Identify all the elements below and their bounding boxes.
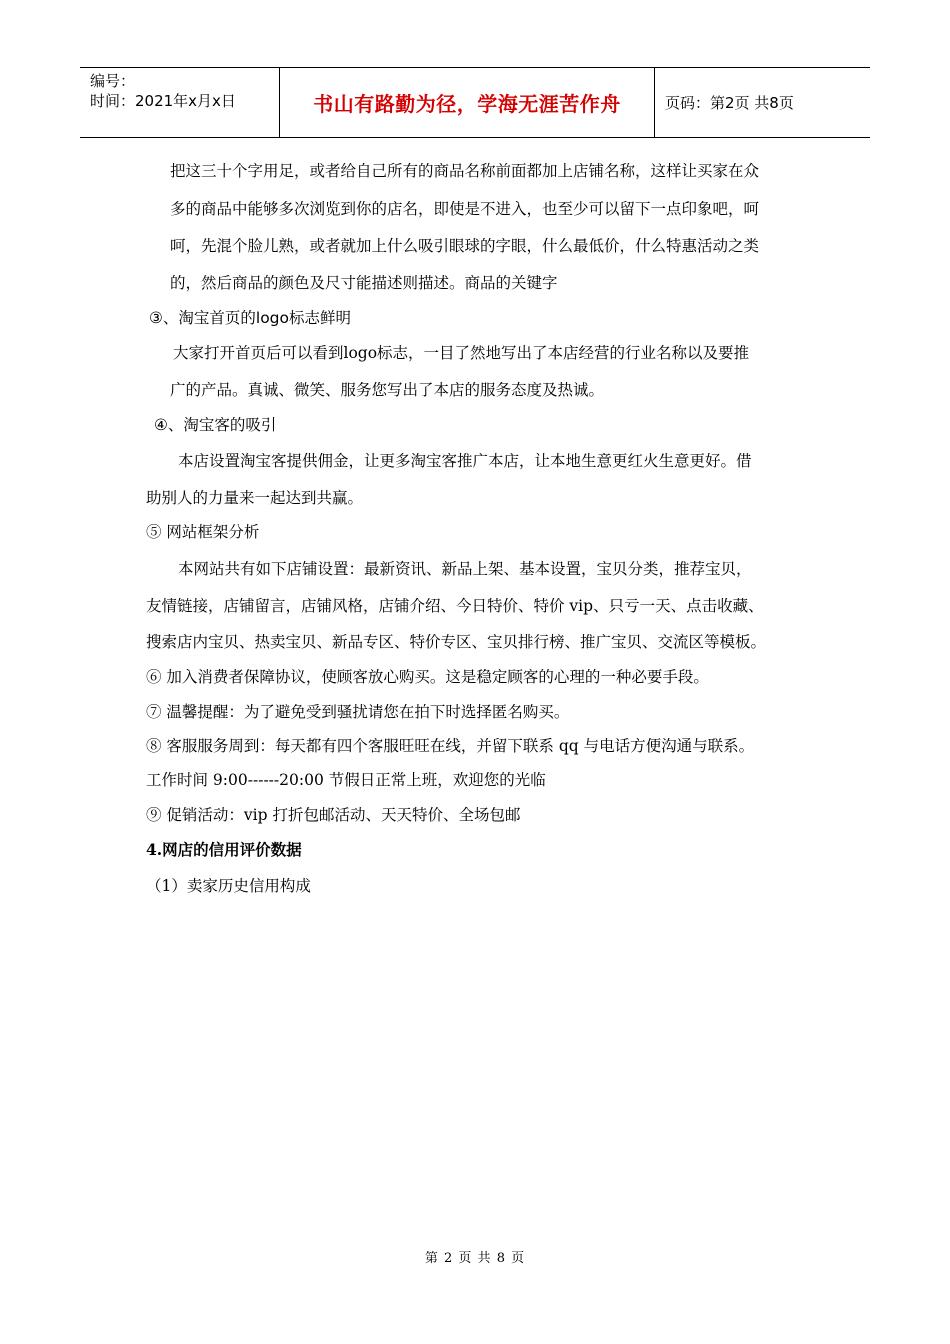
paragraph-line: 呵，先混个脸儿熟，或者就加上什么吸引眼球的字眼，什么最低价，什么特惠活动之类	[170, 237, 760, 255]
paragraph-line: 的，然后商品的颜色及尺寸能描述则描述。商品的关键字	[170, 274, 558, 292]
paragraph-line: 本网站共有如下店铺设置：最新资讯、新品上架、基本设置，宝贝分类，推荐宝贝，	[178, 560, 752, 578]
heading-logo: ③、淘宝首页的logo标志鲜明	[149, 309, 352, 327]
paragraph-line: 助别人的力量来一起达到共赢。	[146, 489, 364, 507]
paragraph-line: 友情链接，店铺留言，店铺风格，店铺介绍、今日特价、特价 vip、只亏一天、点击收藏、	[146, 597, 764, 615]
paragraph-line: 搜索店内宝贝、热卖宝贝、新品专区、特价专区、宝贝排行榜、推广宝贝、交流区等模板。	[146, 633, 767, 651]
page-header	[80, 67, 870, 138]
header-page-info: 页码：第2页 共8页	[665, 94, 794, 112]
header-motto: 书山有路勤为径，学海无涯苦作舟	[280, 68, 655, 137]
list-item: ⑦ 温馨提醒：为了避免受到骚扰请您在拍下时选择匿名购买。	[146, 703, 570, 721]
paragraph-line: 把这三十个字用足，或者给自己所有的商品名称前面都加上店铺名称，这样让买家在众	[170, 162, 760, 180]
heading-site-framework: ⑤ 网站框架分析	[146, 523, 260, 541]
work-time: 工作时间 9:00------20:00 节假日正常上班，欢迎您的光临	[146, 771, 546, 789]
heading-taobaoke: ④、淘宝客的吸引	[154, 416, 277, 434]
list-item: ⑨ 促销活动：vip 打折包邮活动、天天特价、全场包邮	[146, 806, 521, 824]
paragraph-line: 多的商品中能够多次浏览到你的店名，即使是不进入，也至少可以留下一点印象吧，呵	[170, 200, 760, 218]
sub-heading: （1）卖家历史信用构成	[146, 877, 311, 895]
paragraph-line: 本店设置淘宝客提供佣金，让更多淘宝客推广本店，让本地生意更红火生意更好。借	[178, 452, 752, 470]
paragraph-line: 大家打开首页后可以看到logo标志，一目了然地写出了本店经营的行业名称以及要推	[173, 344, 750, 362]
list-item: ⑥ 加入消费者保障协议，使顾客放心购买。这是稳定顾客的心理的一种必要手段。	[146, 668, 709, 686]
header-meta	[80, 68, 280, 137]
paragraph-line: 广的产品。真诚、微笑、服务您写出了本店的服务态度及热诚。	[170, 381, 605, 399]
list-item: ⑧ 客服服务周到：每天都有四个客服旺旺在线，并留下联系 qq 与电话方便沟通与联系。	[146, 737, 755, 755]
section-heading: 4.网店的信用评价数据	[146, 840, 302, 859]
number-label: 编号：	[90, 72, 136, 90]
time-label: 时间：2021年x月x日	[90, 92, 236, 110]
page-footer: 第 2 页 共 8 页	[424, 1251, 526, 1266]
